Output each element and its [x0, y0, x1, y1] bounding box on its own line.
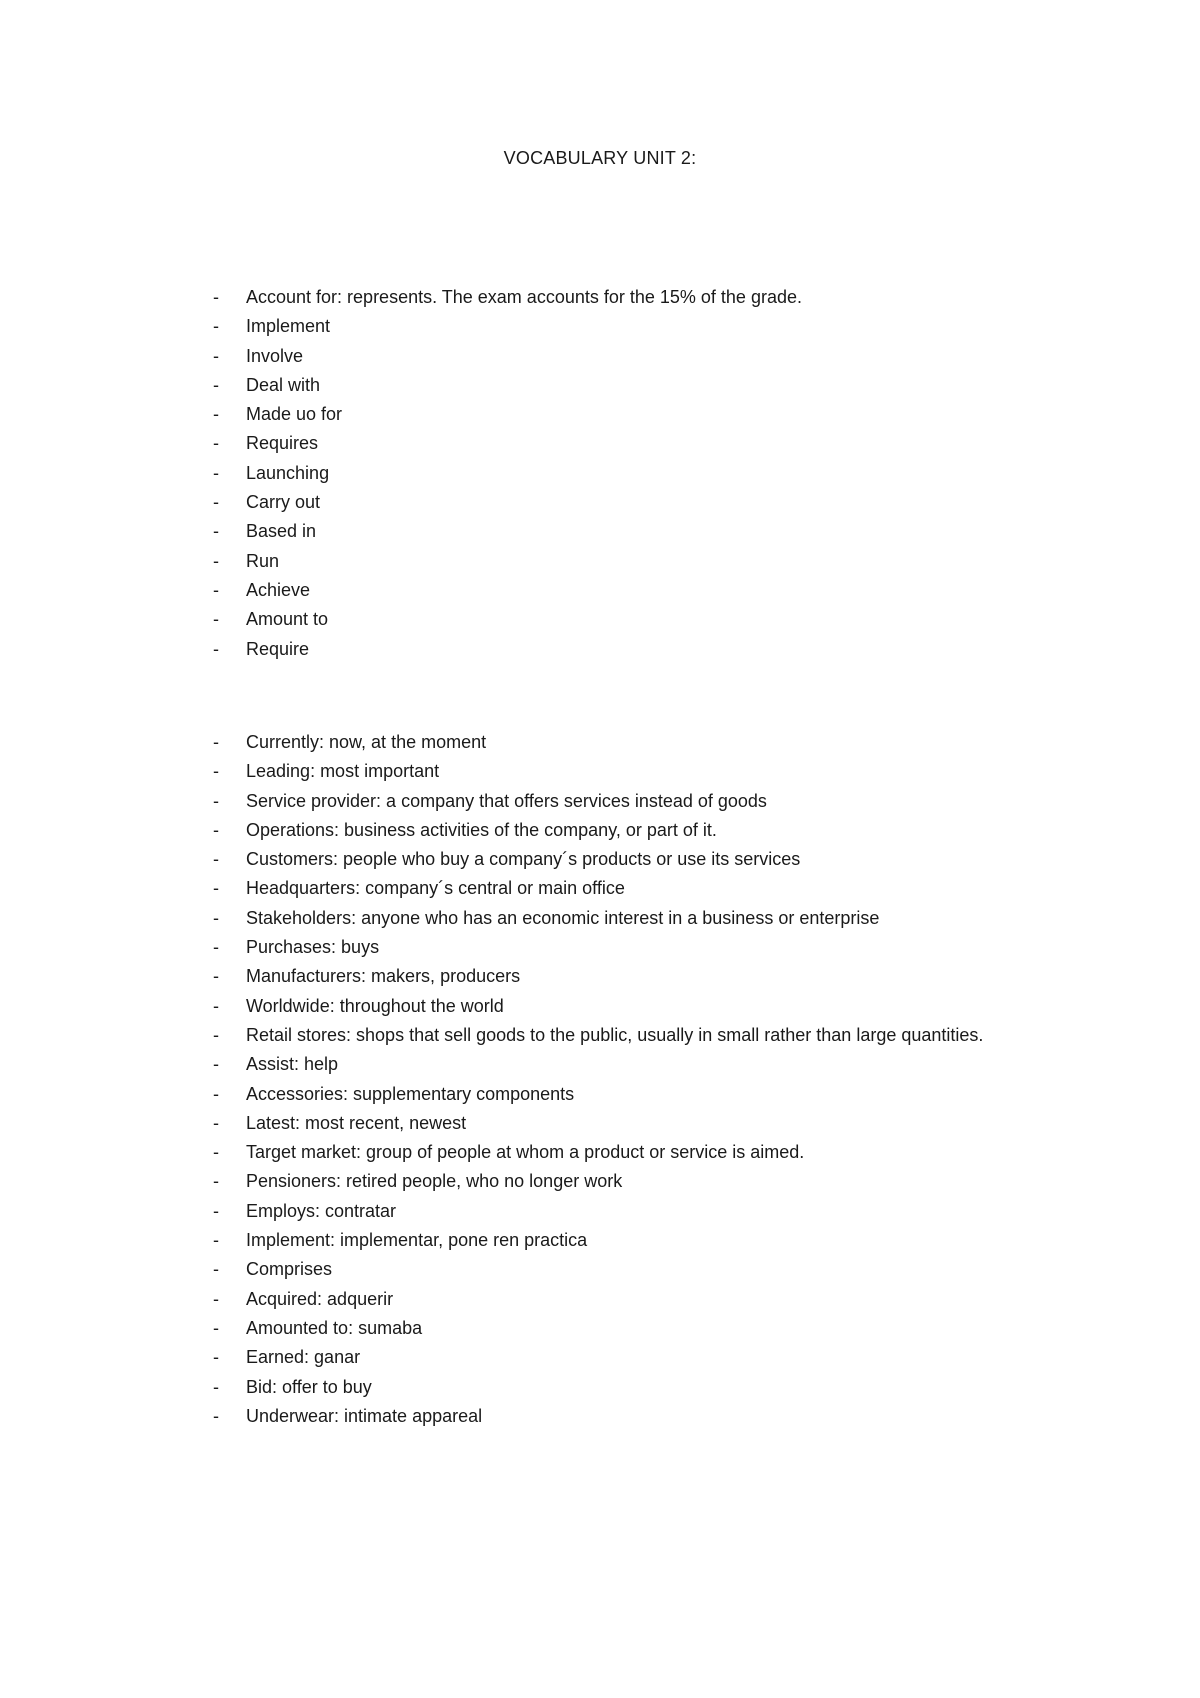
bullet-dash: - [213, 492, 219, 513]
vocab-item-text: Purchases: buys [246, 937, 380, 958]
vocab-item [213, 874, 993, 903]
bullet-dash: - [213, 638, 219, 659]
bullet-dash: - [213, 1024, 219, 1045]
vocab-item-text: Implement [246, 316, 331, 337]
bullet-dash: - [213, 374, 219, 395]
bullet-dash: - [213, 462, 219, 483]
vocab-item [213, 728, 993, 757]
vocab-item [213, 1402, 993, 1431]
vocab-item [213, 1285, 993, 1314]
vocab-item-text: Implement: implementar, pone ren practica [246, 1230, 588, 1251]
bullet-dash: - [213, 761, 219, 782]
bullet-dash: - [213, 287, 219, 307]
vocab-item [213, 1226, 993, 1255]
vocab-item-text: Service provider: a company that offers services instead of goods [246, 790, 767, 811]
vocab-item [213, 635, 993, 664]
vocab-item-text: Headquarters: company´s central or main office [246, 878, 625, 899]
definition-vocabulary-list [213, 728, 993, 1431]
document-title: VOCABULARY UNIT 2: [503, 148, 697, 168]
vocab-item-text: Target market: group of people at whom a product or service is aimed. [246, 1142, 805, 1163]
vocab-item-text: Comprises [246, 1259, 333, 1280]
vocab-item [213, 1138, 993, 1167]
vocab-item-text: Requires [246, 433, 319, 454]
vocab-item-text: Bid: offer to buy [246, 1376, 372, 1397]
vocab-item-text: Based in [246, 521, 317, 542]
bullet-dash: - [213, 609, 219, 630]
vocab-item-text: Involve [246, 345, 304, 366]
bullet-dash: - [213, 849, 219, 870]
vocab-item [213, 1255, 993, 1284]
bullet-dash: - [213, 1259, 219, 1280]
vocab-item [213, 1373, 993, 1402]
vocab-item-text: Assist: help [246, 1054, 339, 1075]
vocab-item [213, 962, 993, 991]
vocab-item [213, 1343, 993, 1372]
verb-vocabulary-list [213, 283, 993, 664]
bullet-dash: - [213, 1054, 219, 1075]
bullet-dash: - [213, 1317, 219, 1338]
vocab-item [213, 312, 993, 341]
bullet-dash: - [213, 966, 219, 987]
bullet-dash: - [213, 345, 219, 366]
vocab-item [213, 1197, 993, 1226]
bullet-dash: - [213, 907, 219, 928]
vocab-item-text: Manufacturers: makers, producers [246, 966, 521, 987]
vocab-item-text: Achieve [246, 579, 311, 600]
vocab-item-text: Deal with [246, 374, 321, 395]
vocab-item-text: Launching [246, 462, 330, 483]
vocab-item [213, 1080, 993, 1109]
vocab-item [213, 429, 993, 458]
vocab-item-text: Earned: ganar [246, 1347, 361, 1368]
vocab-item [213, 787, 993, 816]
bullet-dash: - [213, 1288, 219, 1309]
vocab-item-text: Pensioners: retired people, who no longer work [246, 1171, 623, 1192]
vocab-item-text: Amounted to: sumaba [246, 1317, 423, 1338]
bullet-dash: - [213, 404, 219, 425]
vocab-item [213, 1314, 993, 1343]
vocab-item [213, 459, 993, 488]
vocab-item-text: Currently: now, at the moment [246, 732, 487, 752]
vocab-item-text: Operations: business activities of the company, or part of it. [246, 819, 717, 840]
bullet-dash: - [213, 1347, 219, 1368]
bullet-dash: - [213, 579, 219, 600]
vocab-item-text: Acquired: adquerir [246, 1288, 394, 1309]
vocab-item [213, 371, 993, 400]
vocab-item-text: Run [246, 550, 280, 571]
vocab-item-text: Stakeholders: anyone who has an economic interest in a business or enterprise [246, 907, 880, 928]
bullet-dash: - [213, 433, 219, 454]
vocab-item-text: Worldwide: throughout the world [246, 995, 504, 1016]
vocab-item [213, 283, 993, 312]
bullet-dash: - [213, 550, 219, 571]
vocab-item-text: Latest: most recent, newest [246, 1112, 467, 1133]
bullet-dash: - [213, 1142, 219, 1163]
vocab-item [213, 816, 993, 845]
vocab-item [213, 576, 993, 605]
vocab-item [213, 992, 993, 1021]
vocab-item [213, 904, 993, 933]
bullet-dash: - [213, 790, 219, 811]
vocab-item-text: Customers: people who buy a company´s products or use its services [246, 849, 801, 870]
vocab-item [213, 1167, 993, 1196]
vocab-item [213, 547, 993, 576]
vocab-item-text: Leading: most important [246, 761, 440, 782]
vocab-item [213, 342, 993, 371]
vocab-item-text: Employs: contratar [246, 1200, 397, 1221]
vocab-item [213, 488, 993, 517]
bullet-dash: - [213, 995, 219, 1016]
vocab-item-text: Amount to [246, 609, 329, 630]
vocab-item [213, 757, 993, 786]
bullet-dash: - [213, 732, 219, 752]
vocab-item [213, 845, 993, 874]
vocab-item [213, 1021, 993, 1050]
bullet-dash: - [213, 1405, 219, 1426]
vocab-item [213, 605, 993, 634]
bullet-dash: - [213, 521, 219, 542]
vocab-item-text: Account for: represents. The exam accounts for the 15% of the grade. [246, 287, 802, 307]
bullet-dash: - [213, 819, 219, 840]
vocab-item-text: Accessories: supplementary components [246, 1083, 575, 1104]
vocab-item-text: Carry out [246, 492, 321, 513]
vocab-item-text: Retail stores: shops that sell goods to the public, usually in small rather than large quantities. [246, 1024, 984, 1045]
bullet-dash: - [213, 937, 219, 958]
vocab-item-text: Made uo for [246, 404, 343, 425]
bullet-dash: - [213, 316, 219, 337]
vocab-item-text: Require [246, 638, 310, 659]
vocab-item-text: Underwear: intimate appareal [246, 1405, 483, 1426]
bullet-dash: - [213, 878, 219, 899]
vocab-item [213, 933, 993, 962]
bullet-dash: - [213, 1083, 219, 1104]
vocab-item [213, 1109, 993, 1138]
vocab-item [213, 1050, 993, 1079]
vocab-item [213, 400, 993, 429]
bullet-dash: - [213, 1112, 219, 1133]
bullet-dash: - [213, 1171, 219, 1192]
bullet-dash: - [213, 1230, 219, 1251]
vocab-item [213, 517, 993, 546]
bullet-dash: - [213, 1376, 219, 1397]
bullet-dash: - [213, 1200, 219, 1221]
